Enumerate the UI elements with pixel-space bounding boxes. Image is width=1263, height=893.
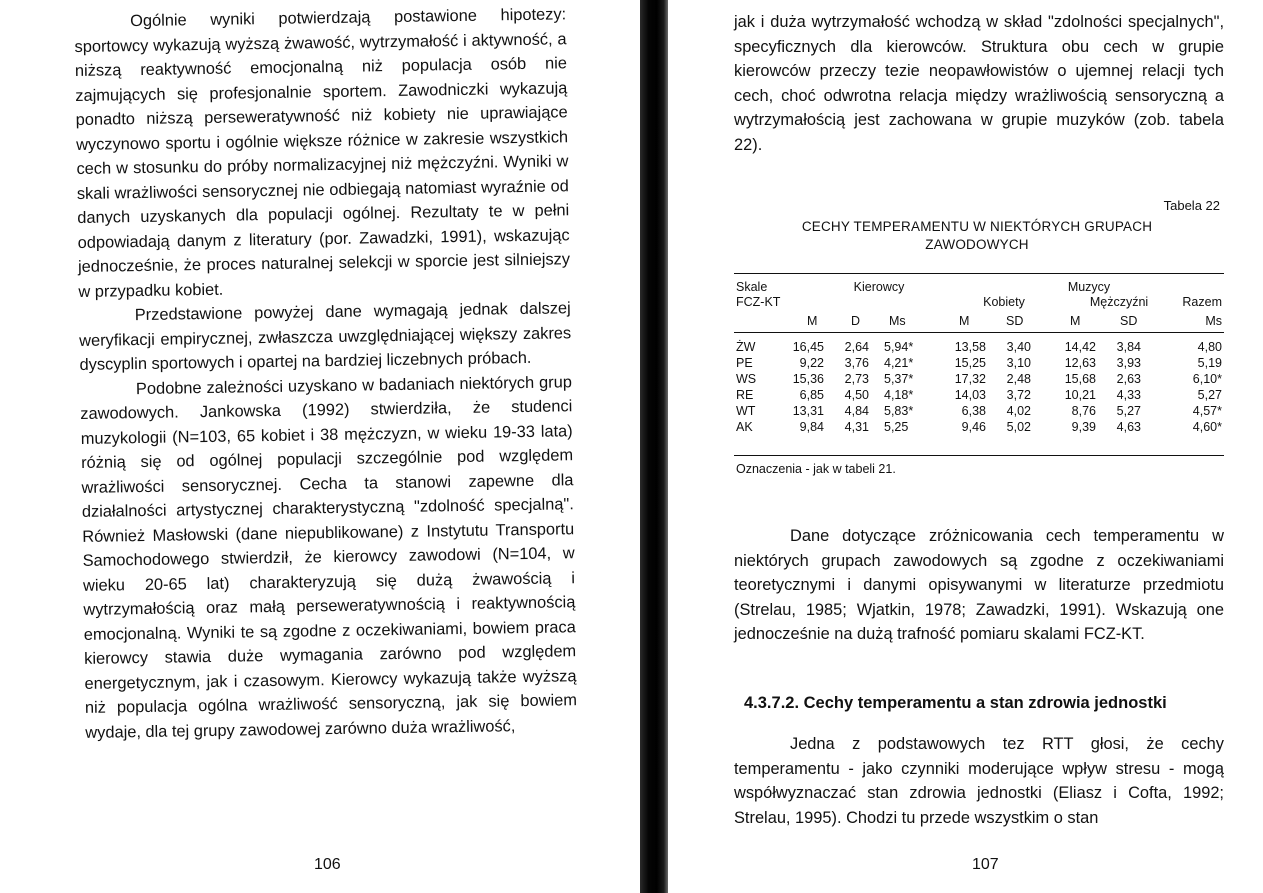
table-title-line-1: CECHY TEMPERAMENTU W NIEKTÓRYCH GRUPACH	[801, 219, 1153, 234]
table-cell: 13,31	[792, 404, 824, 418]
table-row-label: WS	[736, 372, 757, 386]
book-gutter	[640, 0, 668, 893]
right-paragraph-bottom: Jedna z podstawowych tez RTT głosi, że cechy temperamentu - jako czynniki moderujące wpływ stresu - mogą współwyznaczać stan zdrowia jednostki (Eliasz i Cofta, 1992; Strelau, 1995). Chodzi tu przede wszystkim o stan	[734, 735, 1224, 827]
table-cell: 5,19	[1197, 356, 1222, 370]
table-cell: 14,42	[1064, 340, 1096, 354]
table-cell: 15,68	[1064, 372, 1096, 386]
table-cell: 3,93	[1116, 356, 1141, 370]
table-cell: 2,48	[1006, 372, 1031, 386]
table-cell: 6,38	[961, 404, 986, 418]
col-header: M	[959, 314, 970, 328]
table-cell: 15,25	[954, 356, 986, 370]
table-cell: 4,21*	[884, 356, 914, 370]
section-heading: 4.3.7.2. Cechy temperamentu a stan zdrowia jednostki	[744, 694, 1167, 712]
table-cell: 16,45	[792, 340, 824, 354]
table-cell: 4,31	[844, 420, 869, 434]
table-cell: 17,32	[954, 372, 986, 386]
table-cell: 10,21	[1064, 388, 1096, 402]
table-note: Oznaczenia - jak w tabeli 21.	[736, 462, 896, 476]
table-row-label: ŻW	[736, 340, 756, 354]
table-cell: 4,63	[1116, 420, 1141, 434]
header-total: Razem	[1182, 295, 1222, 309]
header-scale-2: FCZ-KT	[736, 295, 781, 309]
table-cell: 2,73	[844, 372, 869, 386]
table-cell: 5,25	[884, 420, 909, 434]
table-cell: 2,64	[844, 340, 869, 354]
left-paragraph-3: Podobne zależności uzyskano w badaniach niektórych grup zawodowych. Jankowska (1992) stwierdziła, że studenci muzykologii (N=103, 65 kobiet i 38 mężczyzn, w wieku 19-33 lata) różnią się od ogólnej populacji szczególnie pod względem wrażliwości sensorycznej. Cecha ta stanowi zapewne dla działalności artystycznej charakterystyczną "zdolność specjalną". Również Masłowski (dane niepublikowane) z Instytutu Transportu Samochodowego stwierdził, że kierowcy zawodowi (N=104, w wieku 20-65 lat) charakteryzują się dużą żwawością i wytrzymałością oraz małą perseweratywnością i reaktywnością emocjonalną. Wyniki te są zgodne z oczekiwaniami, bowiem praca kierowcy stawia duże wymagania zarówno pod względem energetycznym, jak i czasowym. Kierowcy wykazują także wyższą niż populacja ogólna wrażliwość sensoryczną, jak się bowiem wydaje, dla tej grupy zawodowej zarówno duża wrażliwość,	[80, 372, 578, 742]
table-cell: 3,84	[1116, 340, 1141, 354]
table-cell: 5,27	[1116, 404, 1141, 418]
header-drivers: Kierowcy	[853, 280, 905, 294]
table-title	[734, 218, 1220, 254]
header-men: Mężczyźni	[1089, 295, 1149, 309]
table-bottom-rule	[734, 455, 1224, 456]
table-cell: 4,02	[1006, 404, 1031, 418]
table-cell: 6,85	[799, 388, 824, 402]
table-cell: 5,02	[1006, 420, 1031, 434]
table-row-label: PE	[736, 356, 753, 370]
table-cell: 5,94*	[884, 340, 914, 354]
table-cell: 5,83*	[884, 404, 914, 418]
left-page-number: 106	[314, 856, 341, 873]
col-header: M	[1070, 314, 1081, 328]
table-cell: 3,10	[1006, 356, 1031, 370]
table-cell: 3,76	[844, 356, 869, 370]
left-paragraph-1: Ogólnie wyniki potwierdzają postawione hipotezy: sportowcy wykazują wyższą żwawość, wytrzymałość i aktywność, a niższą reaktywność emocjonalną niż populacja osób nie zajmujących się profesjonalnie sportem. Zawodniczki wykazują ponadto niższą perseweratywność niż kobiety nie uprawiające wyczynowo sportu i ogólnie większe różnice w zakresie wszystkich cech w stosunku do próby normalizacyjnej niż mężczyźni. Wyniki w skali wrażliwości sensorycznej nie odbiegają natomiast wyraźnie od danych uzyskanych dla populacji ogólnej. Rezultaty te w pełni odpowiadają danym z literatury (por. Zawadzki, 1991), wskazując jednocześnie, że proces naturalnej selekcji w sporcie jest silniejszy w przypadku kobiet.	[74, 5, 571, 301]
col-header: SD	[1120, 314, 1138, 328]
left-page-text	[74, 2, 577, 745]
table-cell: 5,27	[1197, 388, 1222, 402]
table-top-rule	[734, 273, 1224, 274]
table-cell: 4,33	[1116, 388, 1141, 402]
col-header: M	[807, 314, 818, 328]
right-page-number: 107	[972, 856, 999, 873]
col-header: D	[851, 314, 861, 328]
table-cell: 4,60*	[1192, 420, 1222, 434]
table-cell: 15,36	[792, 372, 824, 386]
table-cell: 2,63	[1116, 372, 1141, 386]
table-cell: 4,84	[844, 404, 869, 418]
left-paragraph-2: Przedstawione powyżej dane wymagają jednak dalszej weryfikacji empirycznej, zwłaszcza uwzględniającej większy zakres dyscyplin sportowych i opartej na bardziej liczebnych próbach.	[79, 299, 572, 374]
table-cell: 4,18*	[884, 388, 914, 402]
table-cell: 8,76	[1071, 404, 1096, 418]
table-header-rule	[734, 332, 1224, 333]
table-cell: 4,57*	[1192, 404, 1222, 418]
table-row-label: RE	[736, 388, 754, 402]
right-paragraph-top: jak i duża wytrzymałość wchodzą w skład "zdolności specjalnych", specyficznych dla kierowców. Struktura obu cech w grupie kierowców przeczy tezie neopawłowistów o ujemnej relacji tych cech, choć odwrotna relacja między wrażliwością sensoryczną a wytrzymałością jest zachowana w grupie muzyków (zob. tabela 22).	[734, 13, 1224, 154]
table-cell: 3,40	[1006, 340, 1031, 354]
table-cell: 9,22	[799, 356, 824, 370]
right-paragraph-middle: Dane dotyczące zróżnicowania cech temperamentu w niektórych grupach zawodowych są zgodne z oczekiwaniami teoretycznymi i danymi opisywanymi w literaturze przedmiotu (Strelau, 1985; Wjatkin, 1978; Zawadzki, 1991). Wskazują one jednocześnie na dużą trafność pomiaru skalami FCZ-KT.	[734, 527, 1224, 643]
col-header: SD	[1006, 314, 1024, 328]
table-label: Tabela 22	[1163, 198, 1220, 213]
table-cell: 14,03	[954, 388, 986, 402]
header-scale-1: Skale	[736, 280, 768, 294]
table-cell: 6,10*	[1192, 372, 1222, 386]
table-cell: 9,84	[799, 420, 824, 434]
header-women: Kobiety	[983, 295, 1025, 309]
table-cell: 3,72	[1006, 388, 1031, 402]
table-cell: 13,58	[954, 340, 986, 354]
table-cell: 4,80	[1197, 340, 1222, 354]
table-row-label: AK	[736, 420, 753, 434]
header-musicians: Muzycy	[1067, 280, 1111, 294]
table-cell: 9,46	[961, 420, 986, 434]
table-title-line-2: ZAWODOWYCH	[925, 237, 1029, 252]
right-page	[668, 0, 1263, 893]
table-row-label: WT	[736, 404, 756, 418]
table-cell: 5,37*	[884, 372, 914, 386]
table-cell: 9,39	[1071, 420, 1096, 434]
col-header: Ms	[889, 314, 906, 328]
col-header: Ms	[1205, 314, 1222, 328]
table-cell: 12,63	[1064, 356, 1096, 370]
table-cell: 4,50	[844, 388, 869, 402]
